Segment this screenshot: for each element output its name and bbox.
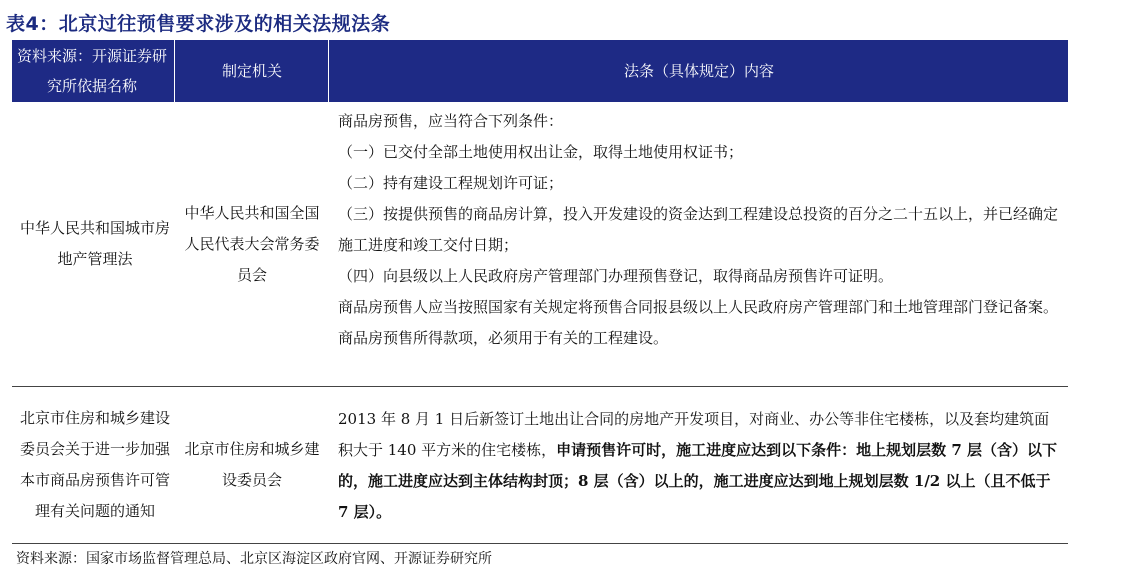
header-authority: 制定机关	[221, 62, 282, 80]
row1-line: （一）已交付全部土地使用权出让金，取得土地使用权证书；	[338, 143, 744, 161]
row1-name	[16, 106, 174, 382]
row1-line: 商品房预售人应当按照国家有关规定将预售合同报县级以上人民政府房产管理部门和土地管理部门登记备案。	[338, 298, 1059, 316]
row-divider	[12, 386, 1068, 387]
table-title: 表4：北京过往预售要求涉及的相关法规法条	[6, 13, 391, 35]
row2-text: 2013 年 8 月 1 日后新签订土地出让合同的房地产开发项目，对商业、办公等非住宅楼栋，以及套均建筑面积大于 140 平方米的住宅楼栋，	[338, 410, 1050, 459]
header-divider	[174, 40, 175, 102]
table-header	[12, 40, 1068, 102]
header-divider	[328, 40, 329, 102]
row1-authority	[178, 106, 326, 382]
row1-line: 商品房预售，应当符合下列条件：	[338, 112, 564, 130]
table-bottom-line	[12, 543, 1068, 544]
row2-authority-text: 北京市住房和城乡建设委员会	[184, 440, 320, 489]
header-name: 资料来源：开源证券研究所依据名称	[16, 47, 167, 95]
row1-line: （二）持有建设工程规划许可证；	[338, 174, 564, 192]
row1-content	[338, 106, 1063, 354]
row1-line: （三）按提供预售的商品房计算，投入开发建设的资金达到工程建设总投资的百分之二十五以上，并已经确定施工进度和竣工交付日期；	[338, 205, 1059, 254]
row1-line: （四）向县级以上人民政府房产管理部门办理预售登记，取得商品房预售许可证明。	[338, 267, 894, 285]
row2-name	[16, 389, 174, 541]
header-content: 法条（具体规定）内容	[623, 62, 774, 80]
row2-authority	[178, 389, 326, 541]
row1-line: 商品房预售所得款项，必须用于有关的工程建设。	[338, 329, 669, 347]
row2-content	[338, 404, 1063, 528]
row1-name-text: 中华人民共和国城市房地产管理法	[19, 219, 170, 268]
source-note: 资料来源：国家市场监督管理总局、北京区海淀区政府官网、开源证券研究所	[16, 551, 492, 567]
row2-bold-text: 申请预售许可时，施工进度应达到以下条件：地上规划层数 7 层（含）以下的，施工进度应达到主体结构封顶；8 层（含）以上的，施工进度应达到地上规划层数 1/2 以上（且不低于 7 层）。	[338, 441, 1058, 521]
row2-name-text: 北京市住房和城乡建设委员会关于进一步加强本市商品房预售许可管理有关问题的通知	[19, 409, 170, 520]
row1-authority-text: 中华人民共和国全国人民代表大会常务委员会	[184, 203, 320, 284]
